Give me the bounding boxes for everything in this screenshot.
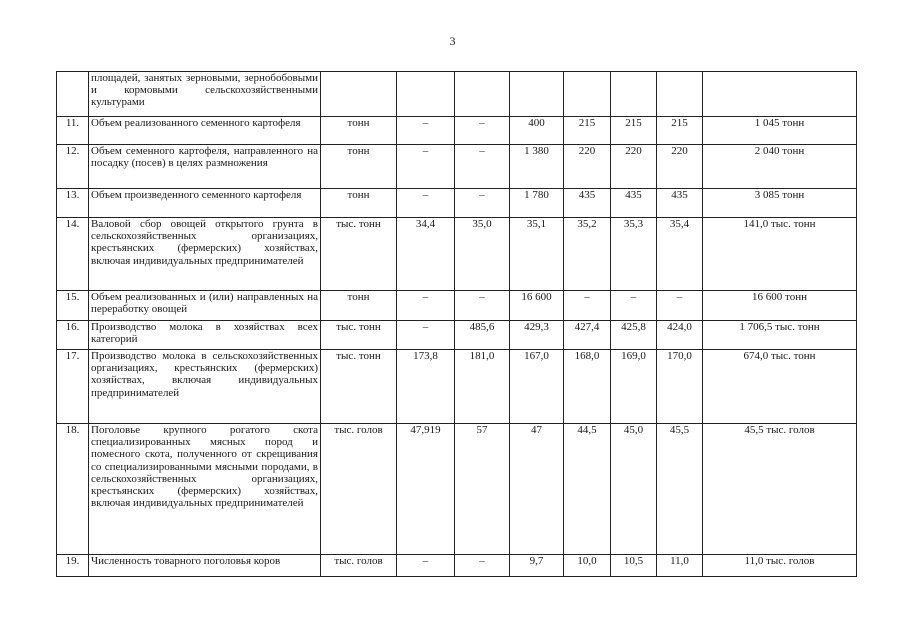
unit-cell: тонн xyxy=(321,145,397,189)
value-cell: 47,919 xyxy=(397,424,455,555)
row-number-cell: 16. xyxy=(57,321,89,350)
indicator-name-cell: Объем реализованных и (или) направленных на переработку овощей xyxy=(89,291,321,321)
value-cell: – xyxy=(397,145,455,189)
table-row xyxy=(57,72,857,117)
value-cell: 35,4 xyxy=(657,218,703,291)
table-row xyxy=(57,218,857,291)
table-row xyxy=(57,424,857,555)
value-cell: 400 xyxy=(510,117,564,145)
value-cell: – xyxy=(455,145,510,189)
indicator-name-cell: Объем семенного картофеля, направленного на посадку (посев) в целях размножения xyxy=(89,145,321,189)
indicator-name-cell: Валовой сбор овощей открытого грунта в сельскохозяйственных организациях, крестьянских (фермерских) хозяйствах, включая индивидуальных предпринимателей xyxy=(89,218,321,291)
unit-cell: тонн xyxy=(321,189,397,218)
value-cell: 173,8 xyxy=(397,350,455,424)
value-cell: – xyxy=(455,555,510,577)
total-cell: 1 045 тонн xyxy=(703,117,857,145)
value-cell: 169,0 xyxy=(611,350,657,424)
value-cell: 215 xyxy=(657,117,703,145)
unit-cell: тыс. тонн xyxy=(321,350,397,424)
row-number-cell: 17. xyxy=(57,350,89,424)
value-cell: 435 xyxy=(564,189,611,218)
value-cell xyxy=(397,72,455,117)
value-cell: 9,7 xyxy=(510,555,564,577)
value-cell: – xyxy=(657,291,703,321)
value-cell: 220 xyxy=(564,145,611,189)
value-cell: 1 780 xyxy=(510,189,564,218)
value-cell: 44,5 xyxy=(564,424,611,555)
row-number-cell: 13. xyxy=(57,189,89,218)
indicators-table xyxy=(56,71,857,577)
value-cell: – xyxy=(455,189,510,218)
value-cell: 435 xyxy=(611,189,657,218)
value-cell xyxy=(455,72,510,117)
indicator-name-cell: Объем произведенного семенного картофеля xyxy=(89,189,321,218)
row-number-cell: 14. xyxy=(57,218,89,291)
table-row xyxy=(57,117,857,145)
table-row xyxy=(57,350,857,424)
indicator-name-cell: Производство молока в сельскохозяйственных организациях, крестьянских (фермерских) хозяйствах, включая индивидуальных предпринимателей xyxy=(89,350,321,424)
value-cell: 424,0 xyxy=(657,321,703,350)
value-cell: – xyxy=(397,321,455,350)
row-number-cell: 11. xyxy=(57,117,89,145)
value-cell xyxy=(611,72,657,117)
value-cell xyxy=(510,72,564,117)
table-row xyxy=(57,555,857,577)
total-cell: 674,0 тыс. тонн xyxy=(703,350,857,424)
unit-cell: тыс. голов xyxy=(321,555,397,577)
indicator-name-cell: Численность товарного поголовья коров xyxy=(89,555,321,577)
table-row xyxy=(57,189,857,218)
value-cell: 429,3 xyxy=(510,321,564,350)
value-cell: 34,4 xyxy=(397,218,455,291)
row-number-cell: 12. xyxy=(57,145,89,189)
unit-cell: тонн xyxy=(321,291,397,321)
unit-cell: тыс. голов xyxy=(321,424,397,555)
row-number-cell: 18. xyxy=(57,424,89,555)
table-row xyxy=(57,321,857,350)
value-cell: 35,1 xyxy=(510,218,564,291)
value-cell: – xyxy=(397,291,455,321)
value-cell xyxy=(564,72,611,117)
unit-cell xyxy=(321,72,397,117)
table-row xyxy=(57,291,857,321)
value-cell: – xyxy=(611,291,657,321)
total-cell: 16 600 тонн xyxy=(703,291,857,321)
value-cell: 45,0 xyxy=(611,424,657,555)
value-cell: 215 xyxy=(564,117,611,145)
value-cell: – xyxy=(397,555,455,577)
value-cell: 427,4 xyxy=(564,321,611,350)
total-cell: 11,0 тыс. голов xyxy=(703,555,857,577)
value-cell: 170,0 xyxy=(657,350,703,424)
total-cell: 2 040 тонн xyxy=(703,145,857,189)
value-cell: 435 xyxy=(657,189,703,218)
value-cell: – xyxy=(455,291,510,321)
value-cell: 10,5 xyxy=(611,555,657,577)
value-cell xyxy=(657,72,703,117)
value-cell: – xyxy=(564,291,611,321)
value-cell: 45,5 xyxy=(657,424,703,555)
unit-cell: тыс. тонн xyxy=(321,218,397,291)
indicator-name-cell: Поголовье крупного рогатого скота специализированных мясных пород и помесного скота, полученного от скрещивания со специализированными мясными породами, в сельскохозяйственных организациях, крестьянских (фермерских) хозяйствах, включая индивидуальных предпринимателей xyxy=(89,424,321,555)
value-cell: 1 380 xyxy=(510,145,564,189)
row-number-cell: 19. xyxy=(57,555,89,577)
value-cell: 10,0 xyxy=(564,555,611,577)
row-number-cell: 15. xyxy=(57,291,89,321)
value-cell: 181,0 xyxy=(455,350,510,424)
value-cell: – xyxy=(455,117,510,145)
indicator-name-cell: Объем реализованного семенного картофеля xyxy=(89,117,321,145)
value-cell: 16 600 xyxy=(510,291,564,321)
value-cell: 47 xyxy=(510,424,564,555)
value-cell: 215 xyxy=(611,117,657,145)
value-cell: 35,0 xyxy=(455,218,510,291)
total-cell: 3 085 тонн xyxy=(703,189,857,218)
value-cell: 35,2 xyxy=(564,218,611,291)
value-cell: 485,6 xyxy=(455,321,510,350)
value-cell: 168,0 xyxy=(564,350,611,424)
value-cell: – xyxy=(397,189,455,218)
row-number-cell xyxy=(57,72,89,117)
value-cell: – xyxy=(397,117,455,145)
indicator-name-cell: Производство молока в хозяйствах всех категорий xyxy=(89,321,321,350)
value-cell: 57 xyxy=(455,424,510,555)
table-row xyxy=(57,145,857,189)
value-cell: 11,0 xyxy=(657,555,703,577)
value-cell: 220 xyxy=(657,145,703,189)
total-cell: 1 706,5 тыс. тонн xyxy=(703,321,857,350)
indicator-name-cell: площадей, занятых зерновыми, зернобобовыми и кормовыми сельскохозяйственными культурами xyxy=(89,72,321,117)
total-cell xyxy=(703,72,857,117)
total-cell: 141,0 тыс. тонн xyxy=(703,218,857,291)
value-cell: 425,8 xyxy=(611,321,657,350)
total-cell: 45,5 тыс. голов xyxy=(703,424,857,555)
unit-cell: тыс. тонн xyxy=(321,321,397,350)
value-cell: 220 xyxy=(611,145,657,189)
value-cell: 167,0 xyxy=(510,350,564,424)
unit-cell: тонн xyxy=(321,117,397,145)
value-cell: 35,3 xyxy=(611,218,657,291)
page-number: 3 xyxy=(449,34,456,48)
